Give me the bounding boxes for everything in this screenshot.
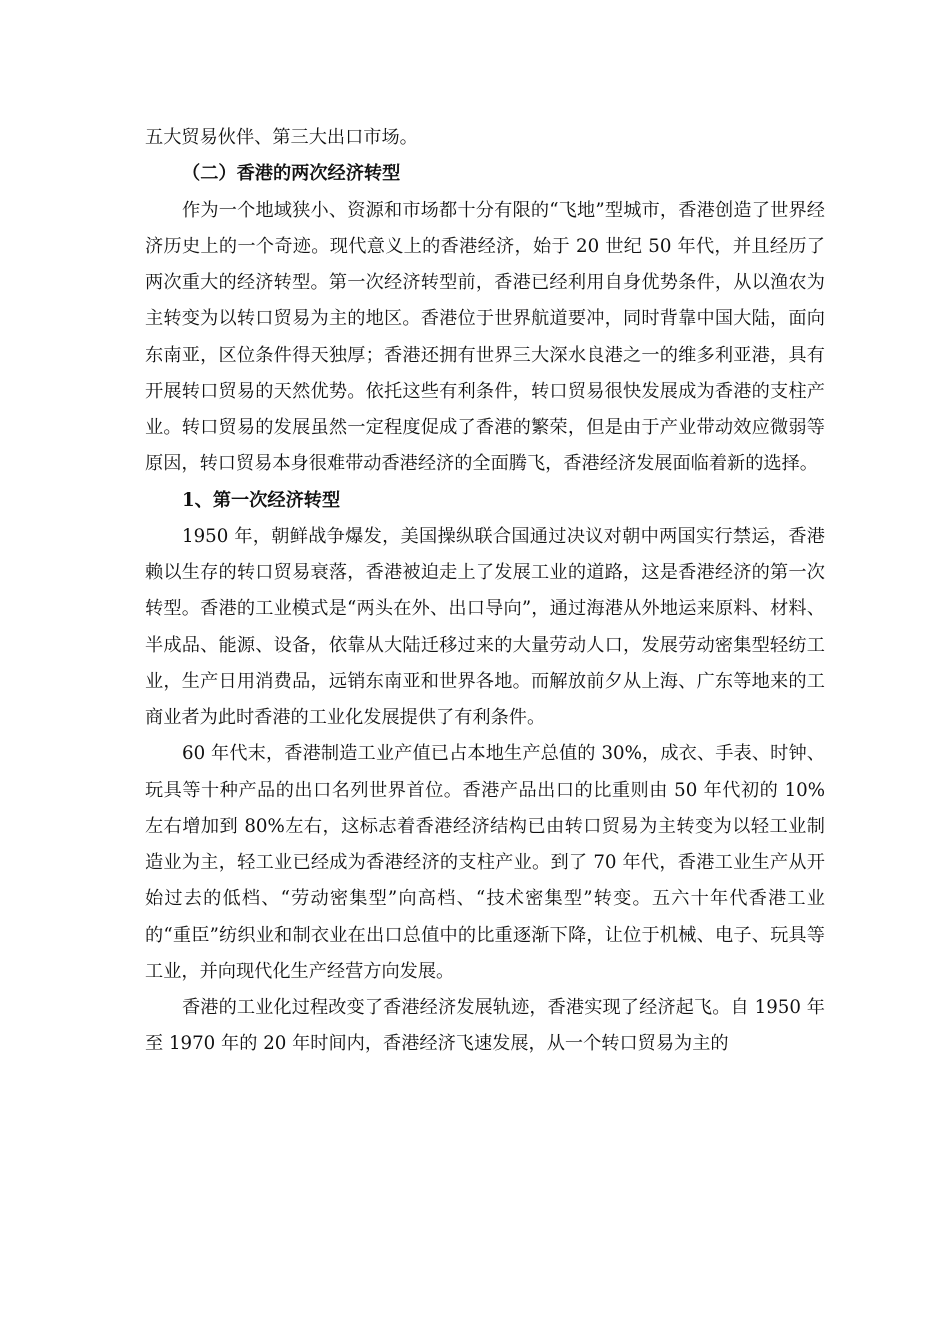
document-body <box>145 120 825 1063</box>
body-paragraph: 五大贸易伙伴、第三大出口市场。 <box>145 127 418 148</box>
body-paragraph: 60 年代末，香港制造工业产值已占本地生产总值的 30%，成衣、手表、时钟、玩具等十种产品的出口名列世界首位。香港产品出口的比重则由 50 年代初的 10%左右增加到 80%左右，这标志着香港经济结构已由转口贸易为主转变为以轻工业制造业为主，轻工业已经成为香港经济的支柱产业。到了 70 年代，香港工业生产从开始过去的低档、“劳动密集型”向高档、“技术密集型”转变。五六十年代香港工业的“重臣”纺织业和制衣业在出口总值中的比重逐渐下降，让位于机械、电子、玩具等工业，并向现代化生产经营方向发展。 <box>145 743 825 982</box>
body-paragraph: 作为一个地域狭小、资源和市场都十分有限的“飞地”型城市，香港创造了世界经济历史上的一个奇迹。现代意义上的香港经济，始于 20 世纪 50 年代，并且经历了两次重大的经济转型。第一次经济转型前，香港已经利用自身优势条件，从以渔农为主转变为以转口贸易为主的地区。香港位于世界航道要冲，同时背靠中国大陆，面向东南亚，区位条件得天独厚；香港还拥有世界三大深水良港之一的维多利亚港，具有开展转口贸易的天然优势。依托这些有利条件，转口贸易很快发展成为香港的支柱产业。转口贸易的发展虽然一定程度促成了香港的繁荣，但是由于产业带动效应微弱等原因，转口贸易本身很难带动香港经济的全面腾飞，香港经济发展面临着新的选择。 <box>145 199 825 475</box>
body-paragraph: 香港的工业化过程改变了香港经济发展轨迹，香港实现了经济起飞。自 1950 年至 1970 年的 20 年时间内，香港经济飞速发展，从一个转口贸易为主的 <box>145 997 825 1055</box>
subsection-heading: 1、第一次经济转型 <box>182 489 341 511</box>
body-paragraph: 1950 年，朝鲜战争爆发，美国操纵联合国通过决议对朝中两国实行禁运，香港赖以生存的转口贸易衰落，香港被迫走上了发展工业的道路，这是香港经济的第一次转型。香港的工业模式是“两头在外、出口导向”，通过海港从外地运来原料、材料、半成品、能源、设备，依靠从大陆迁移过来的大量劳动人口，发展劳动密集型轻纺工业，生产日用消费品，远销东南亚和世界各地。而解放前夕从上海、广东等地来的工商业者为此时香港的工业化发展提供了有利条件。 <box>145 525 825 728</box>
section-heading: （二）香港的两次经济转型 <box>182 163 401 185</box>
